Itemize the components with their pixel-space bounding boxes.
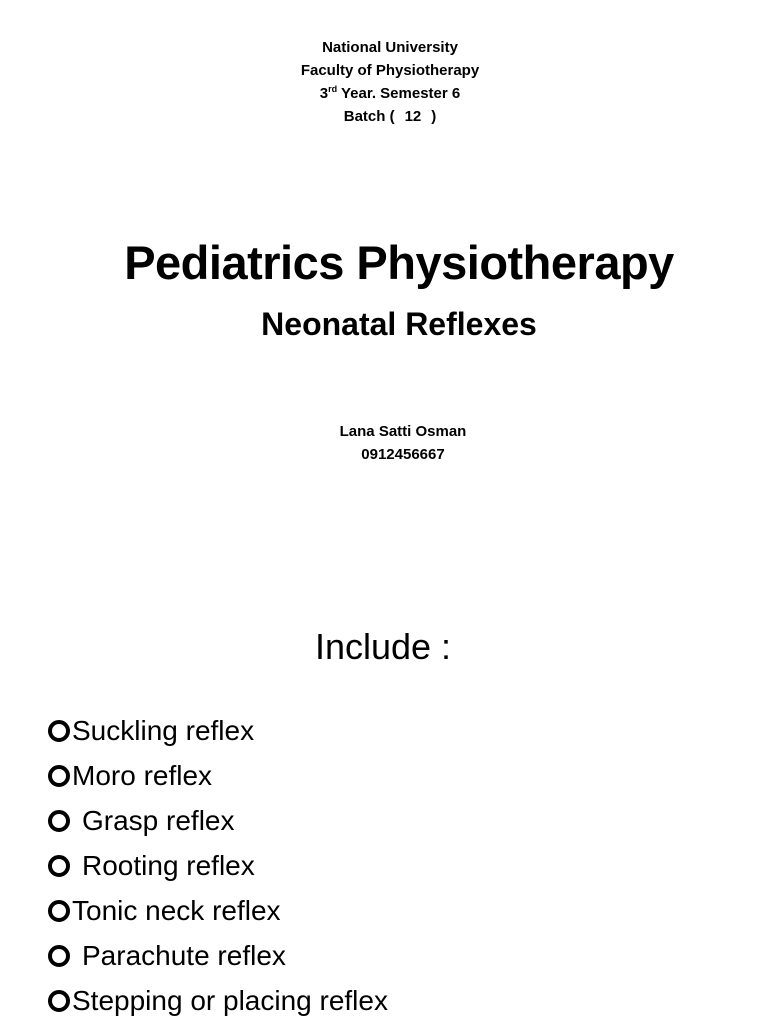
circle-bullet-icon <box>48 945 70 967</box>
year-suffix: rd <box>328 84 338 94</box>
list-item <box>48 843 388 888</box>
year-rest: Year. Semester 6 <box>337 85 461 102</box>
list-item <box>48 978 388 1023</box>
list-item <box>48 753 388 798</box>
reflex-label: Tonic neck reflex <box>72 894 281 926</box>
year-semester <box>0 82 768 105</box>
batch-line <box>0 105 768 128</box>
author-name: Lana Satti Osman <box>339 423 467 440</box>
circle-bullet-icon <box>48 855 70 877</box>
circle-bullet-icon <box>48 810 70 832</box>
reflex-label: Stepping or placing reflex <box>72 984 388 1016</box>
list-item <box>48 798 388 843</box>
list-item <box>48 933 388 978</box>
circle-bullet-icon <box>48 990 70 1012</box>
reflex-list <box>48 708 388 1023</box>
year-number: 3 <box>319 85 329 102</box>
circle-bullet-icon <box>48 900 70 922</box>
reflex-label: Suckling reflex <box>72 714 255 746</box>
institution-header <box>0 36 768 128</box>
circle-bullet-icon <box>48 765 70 787</box>
author-info <box>0 420 768 466</box>
circle-bullet-icon <box>48 720 70 742</box>
list-item <box>48 888 388 933</box>
list-item <box>48 708 388 753</box>
reflex-label: Moro reflex <box>72 759 213 791</box>
reflex-label: Rooting reflex <box>82 849 255 881</box>
reflex-label: Grasp reflex <box>82 804 235 836</box>
faculty-name: Faculty of Physiotherapy <box>300 62 480 79</box>
author-phone: 0912456667 <box>361 446 445 463</box>
page-subtitle: Neonatal Reflexes <box>261 306 537 342</box>
page-title: Pediatrics Physiotherapy <box>124 236 674 289</box>
batch-suffix: ) <box>431 108 437 125</box>
university-name: National University <box>322 39 458 56</box>
batch-number: 12 <box>404 108 422 125</box>
include-heading: Include : <box>314 626 452 667</box>
reflex-label: Parachute reflex <box>82 939 286 971</box>
batch-prefix: Batch ( <box>343 108 395 125</box>
